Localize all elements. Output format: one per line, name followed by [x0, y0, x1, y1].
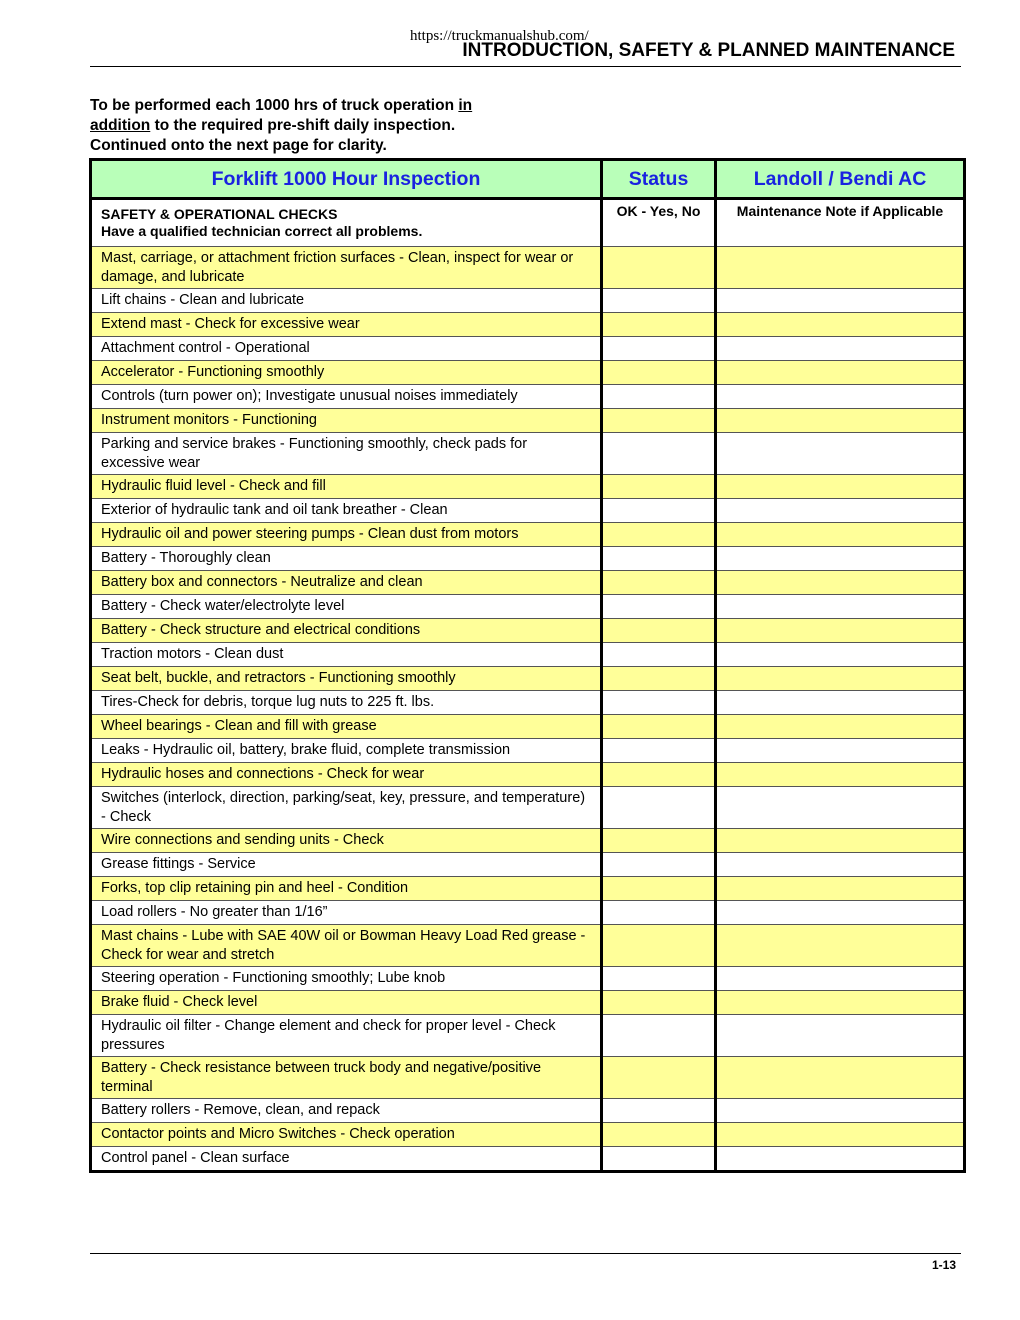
maintenance-note-cell[interactable]	[716, 739, 965, 763]
table-row	[91, 433, 965, 475]
inspection-item: Mast chains - Lube with SAE 40W oil or Bowman Heavy Load Red grease - Check for wear and stretch	[91, 925, 602, 967]
inspection-item: Accelerator - Functioning smoothly	[91, 361, 602, 385]
table-row	[91, 547, 965, 571]
status-cell[interactable]	[602, 571, 716, 595]
status-cell[interactable]	[602, 763, 716, 787]
intro-line-2: addition to the required pre-shift daily inspection.	[90, 117, 456, 134]
inspection-item: Steering operation - Functioning smoothly; Lube knob	[91, 967, 602, 991]
maintenance-note-cell[interactable]	[716, 409, 965, 433]
status-cell[interactable]	[602, 853, 716, 877]
maintenance-note-cell[interactable]	[716, 991, 965, 1015]
inspection-item: Battery - Check resistance between truck body and negative/positive terminal	[91, 1057, 602, 1099]
inspection-item: Brake fluid - Check level	[91, 991, 602, 1015]
maintenance-note-cell[interactable]	[716, 643, 965, 667]
table-row	[91, 763, 965, 787]
maintenance-note-cell[interactable]	[716, 877, 965, 901]
maintenance-note-cell[interactable]	[716, 385, 965, 409]
status-cell[interactable]	[602, 967, 716, 991]
maintenance-note-cell[interactable]	[716, 571, 965, 595]
table-row	[91, 1123, 965, 1147]
table-row	[91, 901, 965, 925]
table-row	[91, 337, 965, 361]
maintenance-note-cell[interactable]	[716, 313, 965, 337]
maintenance-note-cell[interactable]	[716, 853, 965, 877]
maintenance-note-cell[interactable]	[716, 499, 965, 523]
inspection-item: Traction motors - Clean dust	[91, 643, 602, 667]
inspection-item: Lift chains - Clean and lubricate	[91, 289, 602, 313]
status-cell[interactable]	[602, 739, 716, 763]
status-cell[interactable]	[602, 475, 716, 499]
inspection-item: Wire connections and sending units - Check	[91, 829, 602, 853]
inspection-item: Controls (turn power on); Investigate unusual noises immediately	[91, 385, 602, 409]
table-row	[91, 361, 965, 385]
maintenance-note-cell[interactable]	[716, 361, 965, 385]
table-row	[91, 715, 965, 739]
footer-rule	[90, 1253, 961, 1254]
inspection-item: Contactor points and Micro Switches - Check operation	[91, 1123, 602, 1147]
status-cell[interactable]	[602, 247, 716, 289]
status-cell[interactable]	[602, 1015, 716, 1057]
status-cell[interactable]	[602, 433, 716, 475]
maintenance-note-cell[interactable]	[716, 967, 965, 991]
status-cell[interactable]	[602, 523, 716, 547]
maintenance-note-cell[interactable]	[716, 547, 965, 571]
table-row	[91, 853, 965, 877]
status-cell[interactable]	[602, 1099, 716, 1123]
header-status: Status	[602, 160, 716, 199]
status-cell[interactable]	[602, 667, 716, 691]
table-row	[91, 1015, 965, 1057]
table-subheader-row	[91, 199, 965, 247]
inspection-item: Forks, top clip retaining pin and heel - Condition	[91, 877, 602, 901]
status-cell[interactable]	[602, 691, 716, 715]
status-cell[interactable]	[602, 409, 716, 433]
inspection-item: Hydraulic oil filter - Change element and check for proper level - Check pressures	[91, 1015, 602, 1057]
header-inspection: Forklift 1000 Hour Inspection	[91, 160, 602, 199]
maintenance-note-cell[interactable]	[716, 523, 965, 547]
header-rule	[90, 66, 961, 67]
inspection-item: Grease fittings - Service	[91, 853, 602, 877]
status-cell[interactable]	[602, 877, 716, 901]
inspection-item: Parking and service brakes - Functioning smoothly, check pads for excessive wear	[91, 433, 602, 475]
checks-note: Have a qualified technician correct all problems.	[101, 223, 423, 239]
inspection-item: Battery box and connectors - Neutralize and clean	[91, 571, 602, 595]
inspection-item: Attachment control - Operational	[91, 337, 602, 361]
table-row	[91, 877, 965, 901]
page-number: 1-13	[931, 1258, 956, 1272]
maintenance-note-cell[interactable]	[716, 925, 965, 967]
maintenance-note-cell[interactable]	[716, 1057, 965, 1099]
table-row	[91, 1147, 965, 1172]
maintenance-note-cell[interactable]	[716, 619, 965, 643]
header-note: Landoll / Bendi AC	[716, 160, 965, 199]
table-row	[91, 523, 965, 547]
table-row	[91, 739, 965, 763]
inspection-item: Battery - Check water/electrolyte level	[91, 595, 602, 619]
table-row	[91, 991, 965, 1015]
inspection-item: Hydraulic hoses and connections - Check for wear	[91, 763, 602, 787]
inspection-item: Battery rollers - Remove, clean, and repack	[91, 1099, 602, 1123]
status-cell[interactable]	[602, 1147, 716, 1172]
status-cell[interactable]	[602, 643, 716, 667]
table-row	[91, 787, 965, 829]
table-row	[91, 499, 965, 523]
inspection-item: Load rollers - No greater than 1/16”	[91, 901, 602, 925]
status-cell[interactable]	[602, 925, 716, 967]
inspection-item: Leaks - Hydraulic oil, battery, brake fluid, complete transmission	[91, 739, 602, 763]
inspection-item: Battery - Check structure and electrical conditions	[91, 619, 602, 643]
table-row	[91, 1057, 965, 1099]
table-row	[91, 1099, 965, 1123]
maintenance-note-cell[interactable]	[716, 1147, 965, 1172]
status-cell[interactable]	[602, 337, 716, 361]
status-cell[interactable]	[602, 619, 716, 643]
inspection-item: Control panel - Clean surface	[91, 1147, 602, 1172]
intro-text	[90, 96, 690, 156]
maintenance-note-cell[interactable]	[716, 337, 965, 361]
checks-title: SAFETY & OPERATIONAL CHECKS	[101, 206, 338, 222]
table-row	[91, 595, 965, 619]
table-row	[91, 409, 965, 433]
inspection-table	[89, 158, 966, 1173]
status-cell[interactable]	[602, 715, 716, 739]
subheader-status: OK - Yes, No	[602, 199, 716, 247]
table-row	[91, 475, 965, 499]
table-row	[91, 691, 965, 715]
maintenance-note-cell[interactable]	[716, 787, 965, 829]
intro-line-1: To be performed each 1000 hrs of truck operation in	[90, 97, 473, 114]
inspection-item: Hydraulic fluid level - Check and fill	[91, 475, 602, 499]
maintenance-note-cell[interactable]	[716, 433, 965, 475]
status-cell[interactable]	[602, 829, 716, 853]
table-row	[91, 619, 965, 643]
status-cell[interactable]	[602, 385, 716, 409]
status-cell[interactable]	[602, 499, 716, 523]
subheader-checks	[91, 199, 602, 247]
maintenance-note-cell[interactable]	[716, 763, 965, 787]
status-cell[interactable]	[602, 547, 716, 571]
inspection-item: Tires-Check for debris, torque lug nuts to 225 ft. lbs.	[91, 691, 602, 715]
status-cell[interactable]	[602, 313, 716, 337]
inspection-item: Battery - Thoroughly clean	[91, 547, 602, 571]
maintenance-note-cell[interactable]	[716, 289, 965, 313]
table-row	[91, 829, 965, 853]
maintenance-note-cell[interactable]	[716, 1123, 965, 1147]
status-cell[interactable]	[602, 289, 716, 313]
status-cell[interactable]	[602, 991, 716, 1015]
subheader-note: Maintenance Note if Applicable	[716, 199, 965, 247]
maintenance-note-cell[interactable]	[716, 475, 965, 499]
status-cell[interactable]	[602, 901, 716, 925]
inspection-item: Mast, carriage, or attachment friction surfaces - Clean, inspect for wear or damage, and lubricate	[91, 247, 602, 289]
inspection-item: Exterior of hydraulic tank and oil tank breather - Clean	[91, 499, 602, 523]
maintenance-note-cell[interactable]	[716, 595, 965, 619]
status-cell[interactable]	[602, 595, 716, 619]
status-cell[interactable]	[602, 361, 716, 385]
intro-line-3: Continued onto the next page for clarity.	[90, 137, 387, 154]
inspection-item: Extend mast - Check for excessive wear	[91, 313, 602, 337]
table-row	[91, 313, 965, 337]
maintenance-note-cell[interactable]	[716, 1099, 965, 1123]
source-url: https://truckmanualshub.com/	[410, 28, 589, 44]
table-row	[91, 289, 965, 313]
maintenance-note-cell[interactable]	[716, 715, 965, 739]
inspection-item: Hydraulic oil and power steering pumps - Clean dust from motors	[91, 523, 602, 547]
table-row	[91, 667, 965, 691]
table-header-row	[91, 160, 965, 199]
maintenance-note-cell[interactable]	[716, 829, 965, 853]
status-cell[interactable]	[602, 1123, 716, 1147]
inspection-item: Wheel bearings - Clean and fill with grease	[91, 715, 602, 739]
status-cell[interactable]	[602, 1057, 716, 1099]
inspection-item: Instrument monitors - Functioning	[91, 409, 602, 433]
table-row	[91, 571, 965, 595]
status-cell[interactable]	[602, 787, 716, 829]
maintenance-note-cell[interactable]	[716, 667, 965, 691]
table-row	[91, 643, 965, 667]
inspection-item: Switches (interlock, direction, parking/seat, key, pressure, and temperature) - Check	[91, 787, 602, 829]
maintenance-note-cell[interactable]	[716, 901, 965, 925]
table-row	[91, 385, 965, 409]
inspection-item: Seat belt, buckle, and retractors - Functioning smoothly	[91, 667, 602, 691]
maintenance-note-cell[interactable]	[716, 1015, 965, 1057]
maintenance-note-cell[interactable]	[716, 247, 965, 289]
table-row	[91, 247, 965, 289]
maintenance-note-cell[interactable]	[716, 691, 965, 715]
section-title: INTRODUCTION, SAFETY & PLANNED MAINTENANCE	[462, 40, 955, 61]
table-row	[91, 925, 965, 967]
table-row	[91, 967, 965, 991]
